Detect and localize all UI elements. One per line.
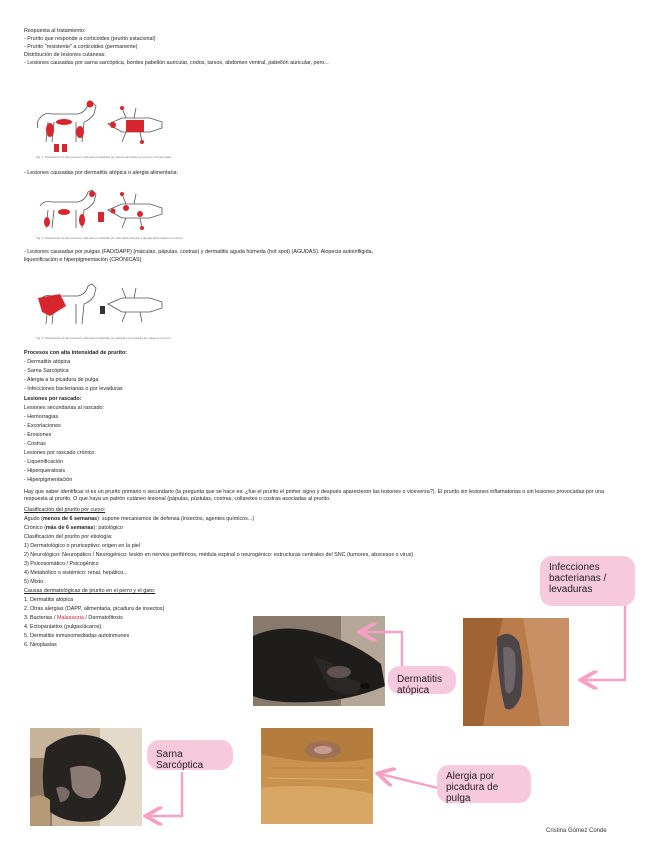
bubble-infecciones: Infecciones bacterianas / levaduras <box>540 556 635 606</box>
causas-item: 5. Dermatitis inmunomediadas autoinmunes <box>24 633 130 639</box>
clasif-item: 1) Dermatológico o pruriceptivo: origen en la piel <box>24 543 140 549</box>
clasif-cronico: Crónico (más de 6 semanas): patológico <box>24 525 123 531</box>
clasif-item: 2) Neurológico: Neuropático / Neurogénico: lesión en nervios periféricos, médula espinal o neurogénico: estructuras centrales del SNC (tumores, abscesos o virus) <box>24 552 414 558</box>
line-liquenificacion: liquenificación e hiperpigmentación (CRÓNICAS) <box>24 257 142 263</box>
line-pulgas-lesiones: - Lesiones causadas por pulgas (FAD/DAPP) (máculas, pápulas, costras) y dermatitis aguda húmeda (hot spot) (AGUDAS). Alopecia autoinfligida, <box>24 249 374 255</box>
lesiones-item: - Hemorragias <box>24 414 59 420</box>
procesos-item: - Sarna Sarcóptica <box>24 368 69 374</box>
bubble-alergia-pulga: Alergia por picadura de pulga <box>437 765 531 803</box>
lesiones-title: Lesiones por rascado: <box>24 396 82 402</box>
clasif-item: 5) Mixto <box>24 579 44 585</box>
causas-item: 1. Dermatitis atópica <box>24 597 74 603</box>
figure2-caption: Fig. 2. Distribución de las lesiones cutáneas producidas por dermatitis atópica o alergia alimentaria en el perro. <box>36 236 184 240</box>
causas-item: 4. Ectoparásitos (pulgas/ácaros) <box>24 624 102 630</box>
bubble-sarna-sarcoptica: Sarna Sarcóptica <box>147 740 233 770</box>
line-distribucion: Distribución de lesiones cutáneas: <box>24 52 106 58</box>
line-prurito-resistente: - Prurito "resistente" a corticoides (permanente) <box>24 44 138 50</box>
arrow-pulga <box>380 774 438 788</box>
line-sarna-lesiones: - Lesiones causadas por sarna sarcóptica, bordes pabellón auricular, codos, tarsos, abdomen ventral, pabellón auricular, pero... <box>24 60 329 66</box>
procesos-title: Procesos con alta intensidad de prurito: <box>24 350 128 356</box>
arrow-atopica <box>362 632 402 666</box>
causas-title: Causas dermatológicas de prurito en el perro y el gato: <box>24 588 156 594</box>
bubble-dermatitis-atopica: Dermatitis atópica <box>388 666 456 694</box>
lesiones-sub1: Lesiones secundarias al rascado: <box>24 405 105 411</box>
lesiones-item: - Erosiones <box>24 432 52 438</box>
lesiones-sub2: Lesiones por rascado crónico: <box>24 450 96 456</box>
arrow-sarna <box>148 772 182 816</box>
author-signature: Cristina Gómez Conde <box>546 828 607 834</box>
causas-item: 3. Bacterias / Malassezia / Dermatofitosis <box>24 615 123 621</box>
arrow-infecciones <box>583 602 625 680</box>
clasif-etiologia: Clasificación del prurito por etiología: <box>24 534 113 540</box>
procesos-item: - Alergia a la picadura de pulga <box>24 377 99 383</box>
clasif-item: 3) Psicosomático / Psicogénico <box>24 561 99 567</box>
line-atopica-lesiones: - Lesiones causadas por dermatitis atópica o alergia alimentaria: <box>24 170 179 176</box>
paragraph-identificacion: Hay que saber identificar si es un prurito primario o secundario (la pregunta que se hace es: ¿fue el prurito el primer signo y después aparecieron las lesiones o viceversa?). El prurito sin lesiones inflamatorias o sin lesiones provocadas por una respuesta al prurito. O que haya un patrón cutáneo lesional (pápulas, pústulas, costras, collaretes o costras asociadas al prurito. <box>24 489 605 502</box>
procesos-item: - Infecciones bacterianas o por levaduras <box>24 386 123 392</box>
procesos-item: - Dermatitis atópica <box>24 359 71 365</box>
causas-item: 6. Neoplasias <box>24 642 57 648</box>
figure1-caption: Fig. 1. Distribución de las lesiones cutáneas producidas por sarna sarcóptica en el perro (zonas rojas). <box>36 155 173 159</box>
lesiones-item: - Excoriaciones <box>24 423 61 429</box>
line-respuesta: Respuesta al tratamiento: <box>24 28 86 34</box>
figure3-caption: Fig. 3. Distribución de las lesiones cutáneas producidas por alergia a la picadura de pulga en el perro. <box>36 336 172 340</box>
lesiones-item: - Hiperqueratosis <box>24 468 66 474</box>
lesiones-item: - Hiperpigmentación <box>24 477 73 483</box>
line-prurito-corticoides: - Prurito que responde a corticoides (prurito estacional) <box>24 36 156 42</box>
causas-item: 2. Otras alergias (DAPP, alimentaria, picadura de insectos) <box>24 606 165 612</box>
lesiones-item: - Costras <box>24 441 46 447</box>
lesiones-item: - Liquenificación <box>24 459 63 465</box>
clasif-item: 4) Metabólico o sistémico: renal, hepático... <box>24 570 128 576</box>
clasif-agudo: Agudo (menos de 6 semanas): supone mecanismos de defensa (insectos, agentes químicos...) <box>24 516 255 522</box>
clasif-title: Clasificación del prurito por curso: <box>24 507 106 513</box>
